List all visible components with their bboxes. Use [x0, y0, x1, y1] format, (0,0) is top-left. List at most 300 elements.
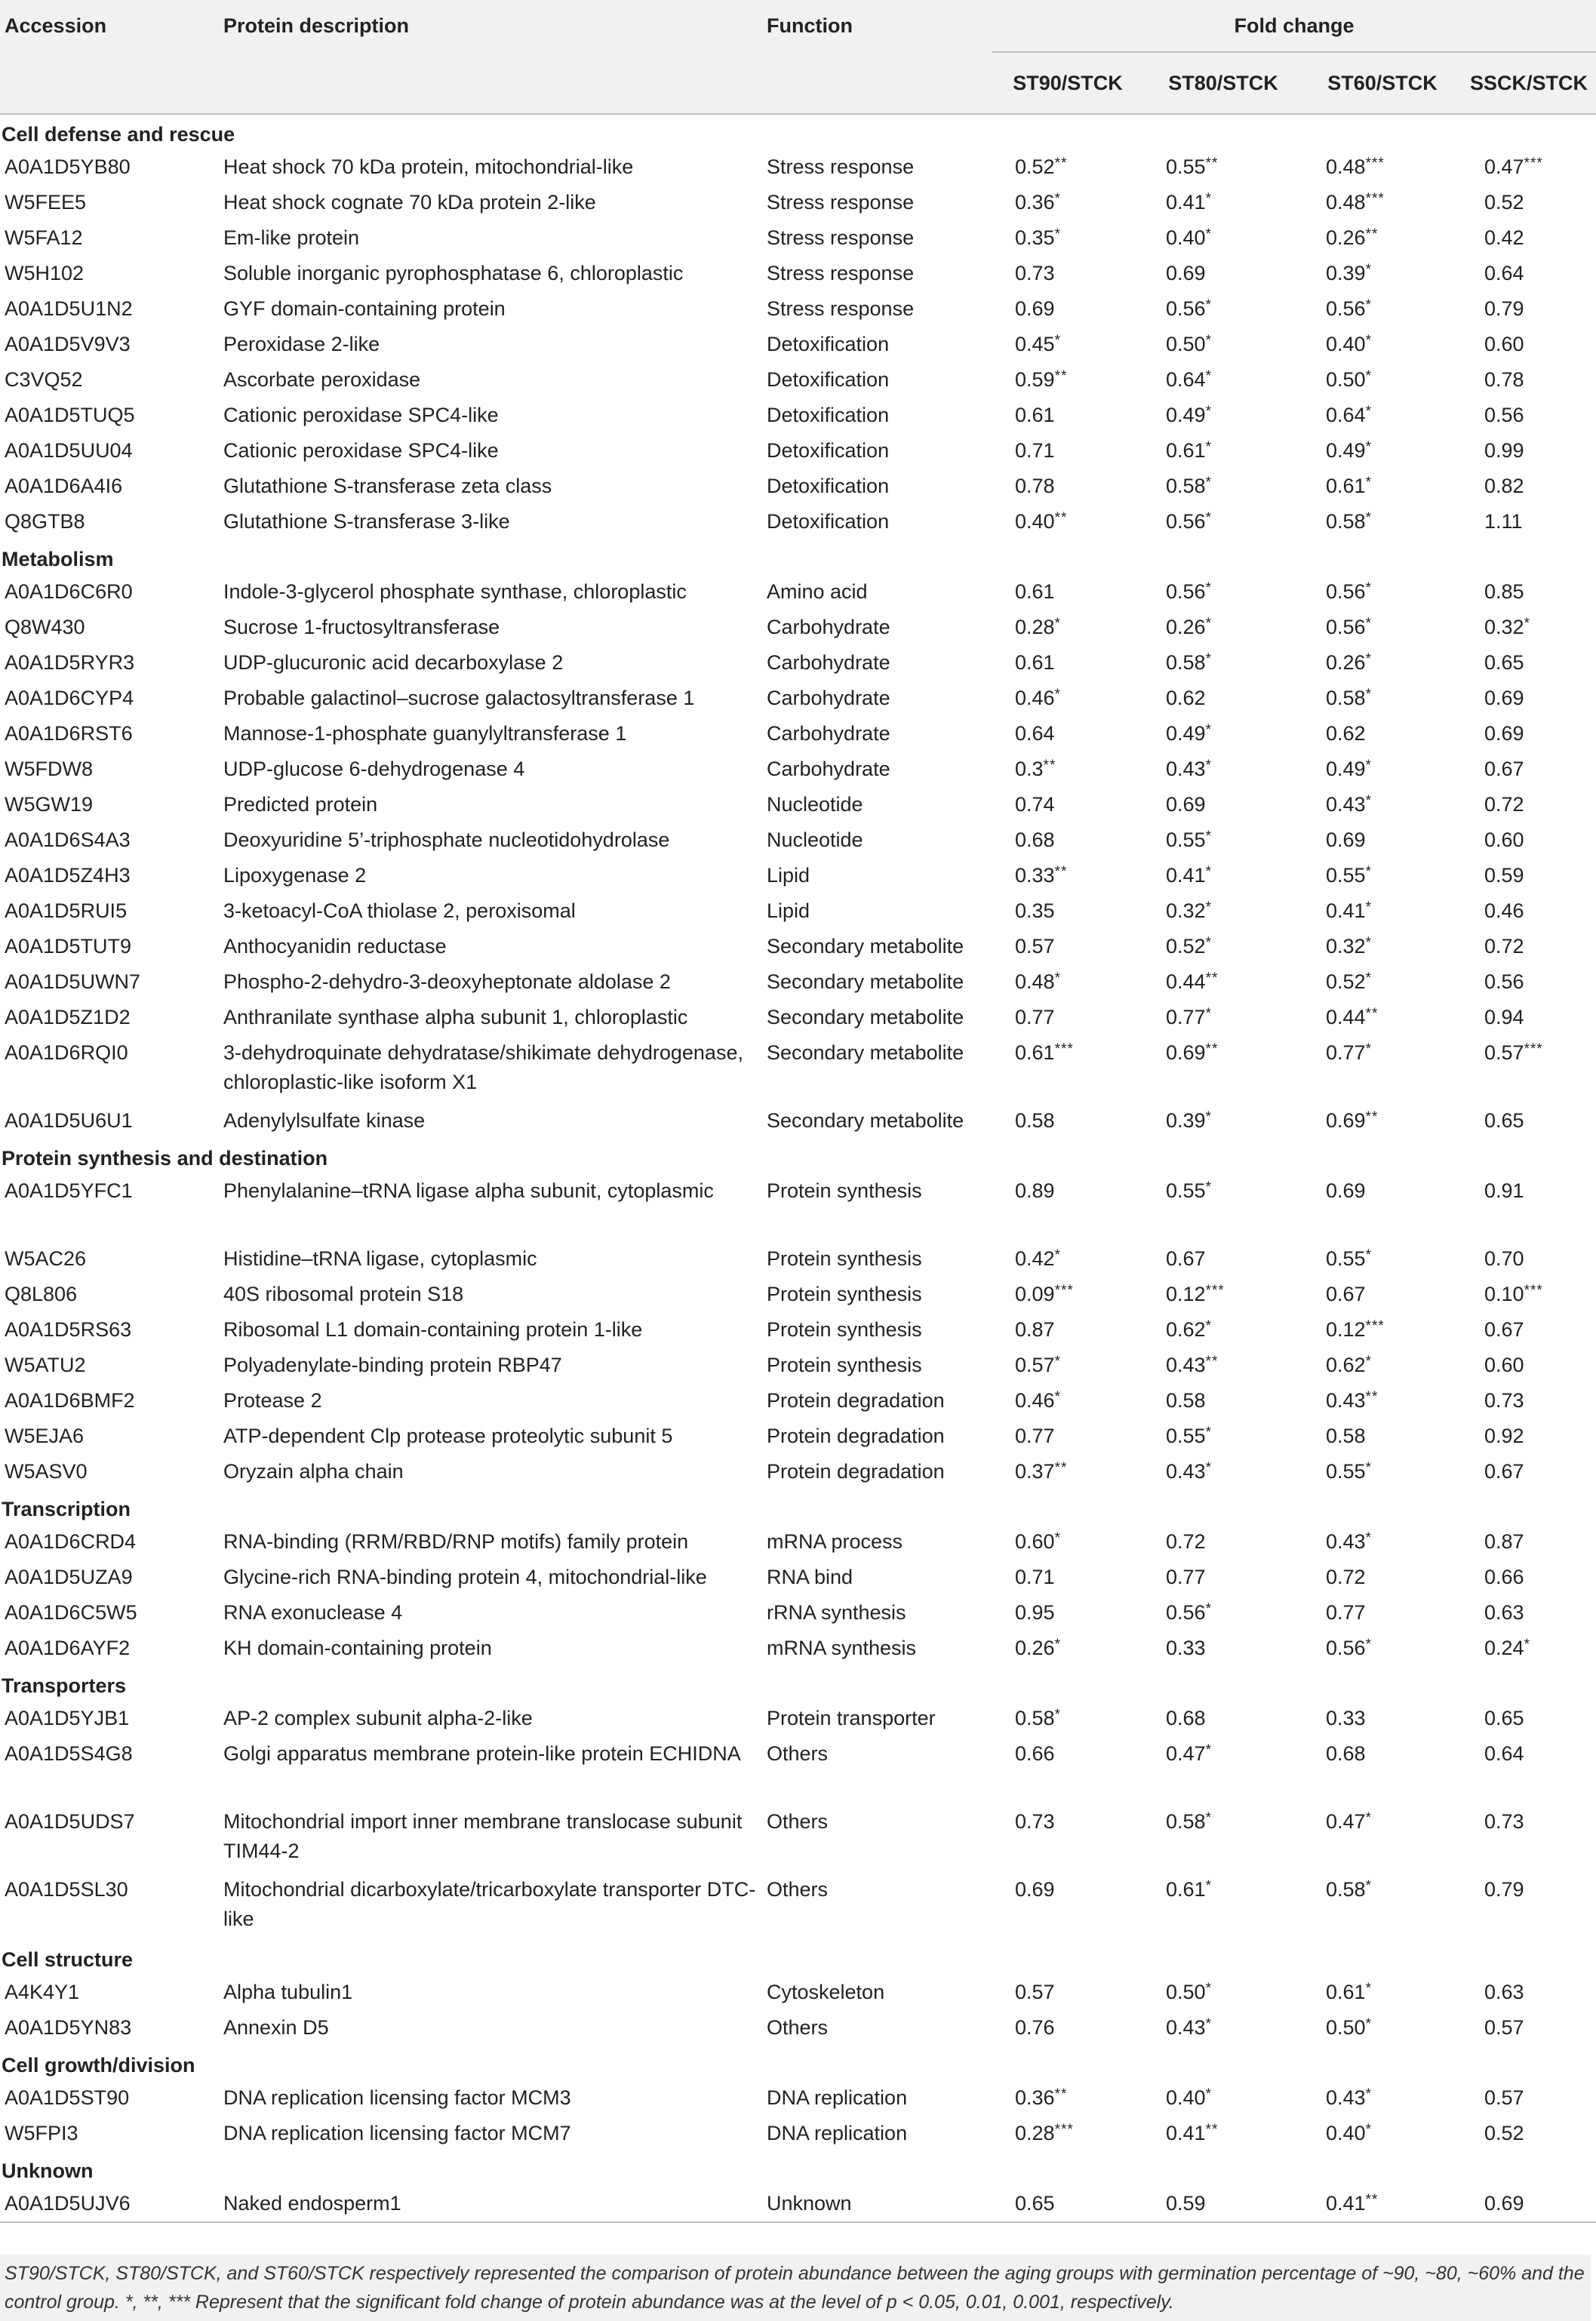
description-cell: 3-dehydroquinate dehydratase/shikimate dehydrogenase, chloroplastic-like isoform X1	[223, 1041, 743, 1093]
significance-marker: **	[1054, 2086, 1068, 2102]
fold-change-cell	[1303, 1173, 1462, 1241]
significance-marker: **	[1054, 510, 1068, 526]
accession-cell: A0A1D5U1N2	[5, 297, 133, 320]
table-row	[0, 1348, 1596, 1383]
fold-change-cell	[992, 1419, 1143, 1454]
function-cell: Unknown	[762, 2186, 992, 2222]
fold-change-value: 0.39	[1166, 1109, 1206, 1132]
function-cell: Carbohydrate	[767, 722, 890, 745]
significance-marker: **	[1365, 2192, 1379, 2208]
fold-change-cell	[992, 645, 1143, 681]
header-col-st80: ST80/STCK	[1143, 52, 1303, 114]
significance-marker: *	[1365, 1878, 1372, 1894]
fold-change-cell	[1303, 2116, 1462, 2151]
fold-change-value: 0.69	[1015, 1878, 1055, 1901]
significance-marker: *	[1205, 1109, 1212, 1125]
section-row	[0, 2046, 1596, 2080]
fold-change-cell	[1143, 1277, 1303, 1312]
fold-change-cell	[1143, 291, 1303, 327]
section-title: Cell structure	[2, 1948, 134, 1971]
description-cell: RNA-binding (RRM/RBD/RNP motifs) family protein	[223, 1530, 689, 1553]
fold-change-value: 0.87	[1015, 1318, 1055, 1341]
significance-marker: *	[1205, 1810, 1212, 1826]
fold-change-cell	[1303, 504, 1462, 540]
accession-cell: A0A1D5RUI5	[5, 899, 128, 922]
function-cell: Protein synthesis	[767, 1247, 922, 1270]
significance-marker: *	[1365, 1460, 1372, 1476]
fold-change-value: 0.89	[1015, 1179, 1055, 1202]
accession-cell: A0A1D5UDS7	[5, 1810, 135, 1833]
accession-cell: A0A1D6RQI0	[5, 1041, 128, 1064]
significance-marker: *	[1054, 616, 1061, 632]
description-cell: Lipoxygenase 2	[223, 864, 367, 887]
fold-change-cell	[992, 822, 1143, 858]
fold-change-value: 0.50	[1326, 2016, 1366, 2039]
table-row	[0, 1595, 1596, 1631]
significance-marker: *	[1365, 262, 1372, 278]
function-cell: Carbohydrate	[767, 651, 890, 674]
table-row	[0, 185, 1596, 220]
description-cell: Mannose-1-phosphate guanylyltransferase 1	[223, 722, 627, 745]
description-cell: Cationic peroxidase SPC4-like	[223, 439, 499, 462]
fold-change-cell	[1143, 1631, 1303, 1666]
fold-change-value: 0.3	[1015, 758, 1044, 780]
description-cell: DNA replication licensing factor MCM3	[223, 2086, 571, 2109]
significance-marker: ***	[1054, 2122, 1074, 2138]
fold-change-cell	[1143, 2116, 1303, 2151]
significance-marker: *	[1524, 616, 1530, 632]
fold-change-cell	[992, 504, 1143, 540]
fold-change-value: 0.77	[1166, 1006, 1206, 1028]
accession-cell: A0A1D6A4I6	[5, 475, 123, 497]
fold-change-value: 0.60	[1484, 1354, 1524, 1376]
accession-cell: A0A1D5UJV6	[0, 2186, 219, 2222]
fold-change-value: 0.72	[1484, 935, 1524, 958]
fold-change-value: 0.55	[1166, 1179, 1206, 1202]
fold-change-cell	[1303, 362, 1462, 398]
section-title: Unknown	[2, 2160, 94, 2182]
fold-change-value: 0.58	[1166, 1389, 1206, 1412]
fold-change-cell	[1143, 1312, 1303, 1348]
description-cell: UDP-glucose 6-dehydrogenase 4	[223, 758, 525, 780]
function-cell: Detoxification	[767, 368, 890, 391]
fold-change-value: 0.79	[1484, 297, 1524, 320]
fold-change-cell	[992, 787, 1143, 822]
fold-change-cell	[992, 1595, 1143, 1631]
table-row	[0, 1103, 1596, 1139]
significance-marker: *	[1365, 404, 1372, 420]
fold-change-cell	[1303, 858, 1462, 893]
significance-marker: *	[1365, 580, 1372, 596]
significance-marker: *	[1365, 687, 1372, 702]
description-cell: Ascorbate peroxidase	[223, 368, 421, 391]
fold-change-cell	[1303, 1103, 1462, 1139]
fold-change-cell	[1462, 327, 1596, 362]
significance-marker: *	[1365, 970, 1372, 986]
accession-cell: A0A1D5YJB1	[5, 1707, 130, 1729]
accession-cell: A0A1D5V9V3	[5, 333, 131, 355]
fold-change-value: 0.32	[1166, 899, 1206, 922]
description-cell: GYF domain-containing protein	[223, 297, 506, 320]
fold-change-value: 0.40	[1166, 226, 1206, 249]
description-cell: Glutathione S-transferase 3-like	[223, 510, 510, 533]
fold-change-cell	[1303, 645, 1462, 681]
fold-change-value: 0.52	[1166, 935, 1206, 958]
fold-change-value: 0.94	[1484, 1006, 1524, 1028]
fold-change-cell	[1462, 1241, 1596, 1277]
table-row	[0, 291, 1596, 327]
header-col-ssck: SSCK/STCK	[1462, 52, 1596, 114]
fold-change-value: 0.62	[1326, 1354, 1366, 1376]
fold-change-cell	[1462, 1348, 1596, 1383]
significance-marker: *	[1205, 297, 1212, 313]
fold-change-value: 0.55	[1326, 864, 1366, 887]
function-cell: Nucleotide	[767, 793, 863, 816]
fold-change-cell	[1303, 1736, 1462, 1804]
accession-cell: W5H102	[5, 262, 85, 284]
section-row	[0, 540, 1596, 574]
significance-marker: *	[1365, 510, 1372, 526]
fold-change-cell	[992, 574, 1143, 610]
fold-change-value: 0.92	[1484, 1425, 1524, 1447]
accession-cell: A0A1D5Z1D2	[5, 1006, 131, 1028]
fold-change-value: 0.50	[1166, 1981, 1206, 2003]
fold-change-cell	[1462, 1103, 1596, 1139]
fold-change-value: 0.62	[1326, 722, 1366, 745]
fold-change-cell	[1462, 716, 1596, 752]
table-row	[0, 893, 1596, 929]
fold-change-cell	[992, 1975, 1143, 2010]
accession-cell: A0A1D5TUT9	[5, 935, 132, 958]
fold-change-cell	[992, 433, 1143, 469]
fold-change-value: 0.63	[1484, 1601, 1524, 1624]
table-header	[0, 0, 1596, 114]
fold-change-value: 0.49	[1166, 404, 1206, 426]
significance-marker: *	[1205, 580, 1212, 596]
fold-change-cell	[992, 858, 1143, 893]
fold-change-value: 0.73	[1015, 262, 1055, 284]
table-row	[0, 1631, 1596, 1666]
fold-change-cell	[1303, 610, 1462, 645]
significance-marker: *	[1205, 722, 1212, 738]
description-cell: KH domain-containing protein	[223, 1637, 492, 1659]
fold-change-value: 0.57	[1015, 1981, 1055, 2003]
fold-change-value: 0.67	[1484, 1460, 1524, 1483]
fold-change-value: 0.55	[1166, 828, 1206, 851]
fold-change-value: 0.37	[1015, 1460, 1055, 1483]
fold-change-value: 0.42	[1015, 1247, 1055, 1270]
fold-change-cell	[1462, 964, 1596, 1000]
function-cell: Stress response	[767, 262, 915, 284]
fold-change-value: 0.24	[1484, 1637, 1524, 1659]
fold-change-cell	[992, 149, 1143, 185]
significance-marker: *	[1524, 1637, 1530, 1652]
table-row	[0, 1975, 1596, 2010]
fold-change-value: 0.35	[1015, 899, 1055, 922]
fold-change-cell	[992, 1560, 1143, 1595]
fold-change-cell	[1143, 1419, 1303, 1454]
fold-change-value: 0.57	[1484, 2016, 1524, 2039]
fold-change-value: 0.65	[1484, 651, 1524, 674]
function-cell: Detoxification	[767, 439, 890, 462]
description-cell: UDP-glucuronic acid decarboxylase 2	[223, 651, 564, 674]
fold-change-cell	[1462, 610, 1596, 645]
fold-change-value: 0.52	[1326, 970, 1366, 993]
accession-cell: A0A1D6AYF2	[5, 1637, 131, 1659]
fold-change-value: 0.40	[1326, 333, 1366, 355]
accession-cell: W5ATU2	[5, 1354, 86, 1376]
fold-change-cell	[1462, 681, 1596, 716]
section-title: Cell growth/division	[2, 2054, 195, 2077]
function-cell: mRNA synthesis	[767, 1637, 917, 1659]
description-cell: Glutathione S-transferase zeta class	[223, 475, 552, 497]
fold-change-cell	[1303, 220, 1462, 256]
accession-cell: A0A1D6CRD4	[5, 1530, 137, 1553]
fold-change-cell	[1303, 822, 1462, 858]
fold-change-cell	[1462, 1277, 1596, 1312]
function-cell: DNA replication	[767, 2122, 908, 2144]
significance-marker: *	[1054, 1247, 1061, 1263]
fold-change-cell	[1303, 1312, 1462, 1348]
fold-change-cell	[992, 398, 1143, 433]
description-cell: Phospho-2-dehydro-3-deoxyheptonate aldolase 2	[223, 970, 671, 993]
fold-change-value: 0.43	[1166, 1354, 1206, 1376]
fold-change-value: 0.77	[1326, 1041, 1366, 1064]
fold-change-value: 0.56	[1326, 580, 1366, 603]
significance-marker: *	[1365, 616, 1372, 632]
accession-cell: A0A1D5Z4H3	[5, 864, 131, 887]
fold-change-cell	[992, 1524, 1143, 1560]
fold-change-value: 0.46	[1015, 1389, 1055, 1412]
fold-change-cell	[992, 185, 1143, 220]
section-title: Protein synthesis and destination	[2, 1147, 328, 1170]
fold-change-cell	[1462, 1035, 1596, 1103]
accession-cell: W5ASV0	[5, 1460, 88, 1483]
fold-change-value: 0.55	[1326, 1460, 1366, 1483]
fold-change-value: 0.41	[1166, 191, 1206, 214]
significance-marker: *	[1365, 864, 1372, 880]
fold-change-cell	[1143, 327, 1303, 362]
fold-change-value: 0.82	[1484, 475, 1524, 497]
accession-cell: A0A1D5ST90	[5, 2086, 130, 2109]
accession-cell: W5EJA6	[5, 1425, 85, 1447]
fold-change-cell	[1143, 1524, 1303, 1560]
fold-change-value: 0.58	[1326, 687, 1366, 709]
fold-change-value: 0.67	[1484, 758, 1524, 780]
significance-marker: **	[1054, 1460, 1068, 1476]
fold-change-value: 0.69	[1484, 722, 1524, 745]
significance-marker: *	[1205, 1179, 1212, 1195]
fold-change-cell	[1143, 822, 1303, 858]
function-cell: Protein synthesis	[767, 1354, 922, 1376]
function-cell: Protein degradation	[767, 1425, 945, 1447]
section-title: Transcription	[2, 1498, 131, 1520]
table-row	[0, 362, 1596, 398]
significance-marker: *	[1205, 1318, 1212, 1334]
fold-change-value: 0.58	[1166, 1810, 1206, 1833]
fold-change-cell	[992, 1173, 1143, 1241]
fold-change-value: 0.43	[1166, 2016, 1206, 2039]
function-cell: Secondary metabolite	[767, 1109, 964, 1132]
fold-change-value: 0.61	[1015, 404, 1055, 426]
fold-change-cell	[992, 1000, 1143, 1035]
function-cell: Secondary metabolite	[767, 1006, 964, 1028]
significance-marker: *	[1205, 1601, 1212, 1617]
fold-change-value: 0.12	[1326, 1318, 1366, 1341]
significance-marker: **	[1205, 970, 1219, 986]
fold-change-cell	[1462, 929, 1596, 964]
fold-change-cell	[1303, 1804, 1462, 1872]
description-cell: Heat shock cognate 70 kDa protein 2-like	[223, 191, 596, 214]
description-cell: Cationic peroxidase SPC4-like	[223, 404, 499, 426]
accession-cell: A0A1D6RST6	[5, 722, 133, 745]
significance-marker: *	[1054, 1637, 1061, 1652]
fold-change-value: 0.26	[1326, 226, 1366, 249]
fold-change-value: 0.47	[1484, 155, 1524, 178]
fold-change-value: 0.32	[1484, 616, 1524, 638]
fold-change-cell	[1143, 1348, 1303, 1383]
fold-change-value: 0.40	[1015, 510, 1055, 533]
table-row	[0, 1419, 1596, 1454]
description-cell: Sucrose 1-fructosyltransferase	[223, 616, 500, 638]
fold-change-cell	[1462, 1595, 1596, 1631]
fold-change-value: 0.52	[1015, 155, 1055, 178]
fold-change-value: 0.56	[1484, 404, 1524, 426]
fold-change-value: 0.72	[1166, 1530, 1206, 1553]
table-row	[0, 504, 1596, 540]
significance-marker: **	[1054, 368, 1068, 384]
fold-change-cell	[992, 2186, 1143, 2222]
fold-change-cell	[992, 1035, 1143, 1103]
table-row	[0, 433, 1596, 469]
section-row	[0, 1940, 1596, 1975]
fold-change-value: 0.55	[1166, 155, 1206, 178]
fold-change-cell	[1143, 716, 1303, 752]
table-row	[0, 929, 1596, 964]
fold-change-value: 0.56	[1326, 297, 1366, 320]
fold-change-cell	[1143, 469, 1303, 504]
fold-change-cell	[1303, 787, 1462, 822]
table-body	[0, 114, 1596, 2222]
description-cell: Adenylylsulfate kinase	[223, 1109, 426, 1132]
fold-change-cell	[1303, 256, 1462, 291]
fold-change-cell	[1143, 185, 1303, 220]
fold-change-value: 0.43	[1166, 758, 1206, 780]
fold-change-cell	[1303, 327, 1462, 362]
function-cell: Protein transporter	[767, 1707, 936, 1729]
fold-change-cell	[1303, 681, 1462, 716]
table-row	[0, 787, 1596, 822]
fold-change-value: 0.41	[1326, 2192, 1366, 2215]
fold-change-cell	[1143, 1383, 1303, 1419]
accession-cell: A0A1D5TUQ5	[5, 404, 135, 426]
significance-marker: *	[1365, 899, 1372, 915]
significance-marker: ***	[1524, 155, 1543, 171]
function-cell: Carbohydrate	[767, 758, 890, 780]
section-title: Metabolism	[2, 548, 114, 570]
description-cell: Mitochondrial dicarboxylate/tricarboxylate transporter DTC-like	[223, 1878, 756, 1930]
fold-change-value: 0.72	[1484, 793, 1524, 816]
fold-change-cell	[1303, 1560, 1462, 1595]
significance-marker: *	[1205, 2016, 1212, 2032]
function-cell: Detoxification	[767, 333, 890, 355]
fold-change-cell	[1462, 291, 1596, 327]
fold-change-cell	[1462, 574, 1596, 610]
accession-cell: W5AC26	[5, 1247, 87, 1270]
fold-change-cell	[992, 1701, 1143, 1736]
fold-change-cell	[992, 716, 1143, 752]
fold-change-cell	[992, 1103, 1143, 1139]
significance-marker: *	[1365, 793, 1372, 809]
fold-change-cell	[1303, 1872, 1462, 1940]
significance-marker: *	[1365, 1981, 1372, 1997]
significance-marker: ***	[1205, 1283, 1225, 1299]
fold-change-cell	[1303, 2080, 1462, 2116]
fold-change-cell	[1462, 1000, 1596, 1035]
fold-change-cell	[992, 2116, 1143, 2151]
fold-change-cell	[1143, 574, 1303, 610]
fold-change-cell	[1462, 433, 1596, 469]
fold-change-value: 0.59	[1166, 2192, 1206, 2215]
fold-change-cell	[1303, 929, 1462, 964]
fold-change-cell	[992, 256, 1143, 291]
fold-change-value: 0.60	[1484, 333, 1524, 355]
significance-marker: *	[1054, 687, 1061, 702]
table-footnote: ST90/STCK, ST80/STCK, and ST60/STCK respectively represented the comparison of protein abundance between the aging groups with germination percentage of ~90, ~80, ~60% and the control group. *, **, *** Represent that the significant fold change of protein abundance was at the level of p < 0.05, 0.01, 0.001, respectively.	[0, 2255, 1591, 2321]
fold-change-value: 0.60	[1015, 1530, 1055, 1553]
fold-change-value: 0.52	[1484, 191, 1524, 214]
fold-change-value: 0.65	[1484, 1109, 1524, 1132]
table-row	[0, 1804, 1596, 1872]
fold-change-cell	[1462, 1872, 1596, 1940]
fold-change-value: 0.41	[1166, 864, 1206, 887]
table-row	[0, 1241, 1596, 1277]
fold-change-value: 0.46	[1484, 899, 1524, 922]
significance-marker: *	[1365, 651, 1372, 667]
function-cell: Protein synthesis	[767, 1318, 922, 1341]
fold-change-value: 0.65	[1015, 2192, 1055, 2215]
fold-change-value: 0.58	[1166, 651, 1206, 674]
fold-change-cell	[992, 1804, 1143, 1872]
fold-change-value: 0.67	[1326, 1283, 1366, 1305]
significance-marker: *	[1365, 1637, 1372, 1652]
section-title: Cell defense and rescue	[0, 114, 1596, 149]
description-cell: Anthocyanidin reductase	[223, 935, 447, 958]
significance-marker: *	[1205, 1006, 1212, 1022]
table-row	[0, 1524, 1596, 1560]
fold-change-cell	[1143, 1560, 1303, 1595]
significance-marker: *	[1205, 899, 1212, 915]
function-cell: Secondary metabolite	[767, 935, 964, 958]
table-row	[0, 1872, 1596, 1940]
fold-change-value: 0.35	[1015, 226, 1055, 249]
accession-cell: A0A1D5RYR3	[5, 651, 135, 674]
fold-change-value: 0.78	[1015, 475, 1055, 497]
fold-change-cell	[1462, 893, 1596, 929]
fold-change-value: 0.71	[1015, 1566, 1055, 1588]
fold-change-value: 0.46	[1015, 687, 1055, 709]
fold-change-value: 0.67	[1484, 1318, 1524, 1341]
description-cell: Golgi apparatus membrane protein-like protein ECHIDNA	[223, 1742, 741, 1765]
fold-change-cell	[1462, 362, 1596, 398]
fold-change-cell	[1462, 645, 1596, 681]
fold-change-cell	[1303, 291, 1462, 327]
fold-change-cell	[1462, 2010, 1596, 2046]
function-cell: RNA bind	[767, 1566, 853, 1588]
function-cell: Carbohydrate	[767, 616, 890, 638]
significance-marker: *	[1205, 191, 1212, 207]
description-cell: Alpha tubulin1	[223, 1981, 353, 2003]
